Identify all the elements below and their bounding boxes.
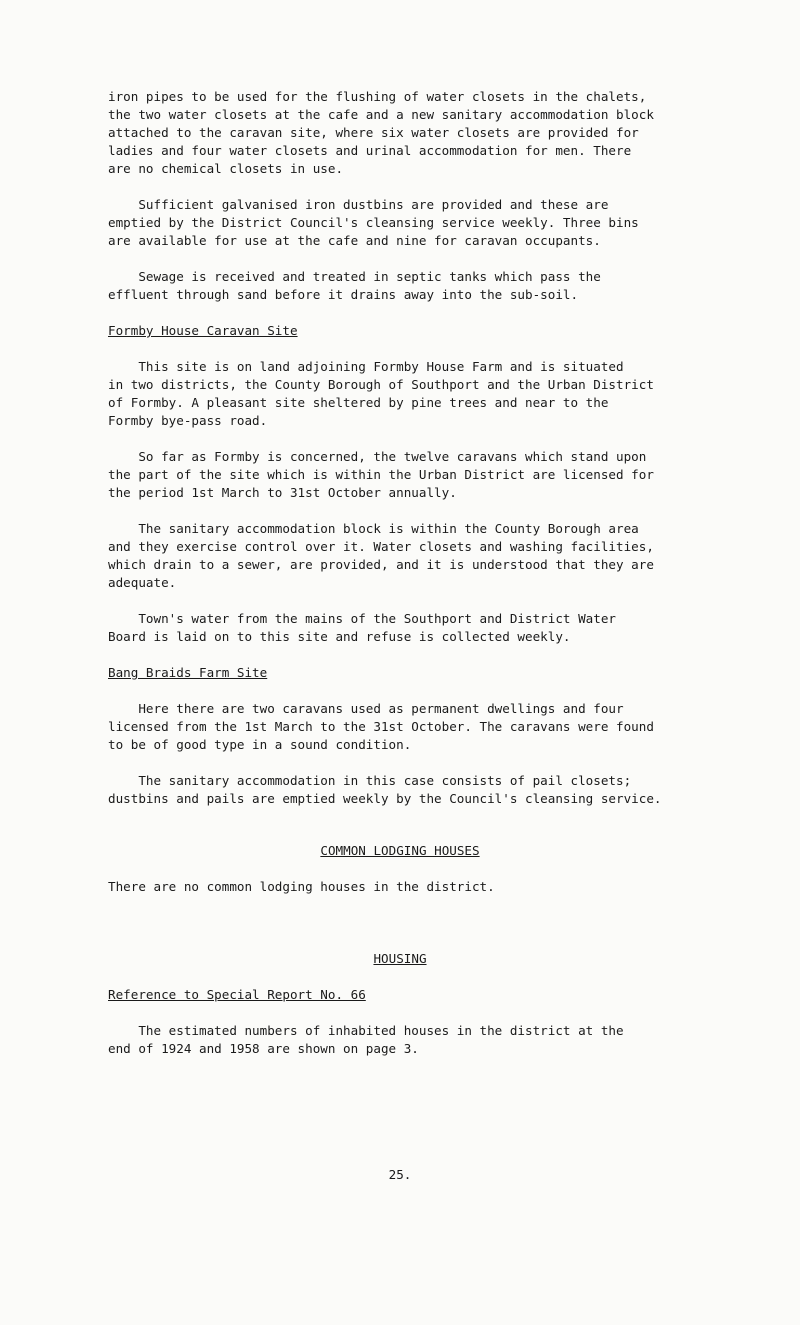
paragraph-lodging-houses: There are no common lodging houses in the district. <box>108 879 495 894</box>
paragraph-formby-sanitary: The sanitary accommodation block is within the County Borough area and they exercise control over it. Water closets and washing facilities, which drain to a sewer, are provided, and it is understood that they are adequate. <box>108 521 654 590</box>
paragraph-sewage: Sewage is received and treated in septic tanks which pass the effluent through sand before it drains away into the sub-soil. <box>108 269 601 302</box>
heading-formby-house-caravan-site: Formby House Caravan Site <box>108 323 298 338</box>
paragraph-bang-braids-sanitary: The sanitary accommodation in this case consists of pail closets; dustbins and pails are emptied weekly by the Council's cleansing service. <box>108 773 662 806</box>
paragraph-formby-site-location: This site is on land adjoining Formby House Farm and is situated in two districts, the County Borough of Southport and the Urban District of Formby. A pleasant site sheltered by pine trees and near to the Formby bye-pass road. <box>108 359 654 428</box>
page-number: 25. <box>388 1167 412 1182</box>
paragraph-sanitary-block: iron pipes to be used for the flushing of water closets in the chalets, the two water closets at the cafe and a new sanitary accommodation block attached to the caravan site, where six water closets are provided for ladies and four water closets and urinal accommodation for men. There are no chemical closets in use. <box>108 89 654 176</box>
heading-housing-text: HOUSING <box>373 951 427 966</box>
heading-housing <box>0 950 800 968</box>
heading-common-lodging-houses-text: COMMON LODGING HOUSES <box>320 843 480 858</box>
heading-bang-braids-farm-site: Bang Braids Farm Site <box>108 665 268 680</box>
heading-common-lodging-houses <box>0 842 800 860</box>
paragraph-formby-licensing: So far as Formby is concerned, the twelve caravans which stand upon the part of the site which is within the Urban District are licensed for the period 1st March to 31st October annually. <box>108 449 654 500</box>
paragraph-bang-braids-caravans: Here there are two caravans used as permanent dwellings and four licensed from the 1st March to the 31st October. The caravans were found to be of good type in a sound condition. <box>108 701 654 752</box>
paragraph-dustbins: Sufficient galvanised iron dustbins are provided and these are emptied by the District Council's cleansing service weekly. Three bins are available for use at the cafe and nine for caravan occupants. <box>108 197 639 248</box>
paragraph-housing-estimate: The estimated numbers of inhabited houses in the district at the end of 1924 and 1958 are shown on page 3. <box>108 1023 624 1056</box>
heading-reference-special-report: Reference to Special Report No. 66 <box>108 987 366 1002</box>
paragraph-formby-water: Town's water from the mains of the Southport and District Water Board is laid on to this site and refuse is collected weekly. <box>108 611 616 644</box>
